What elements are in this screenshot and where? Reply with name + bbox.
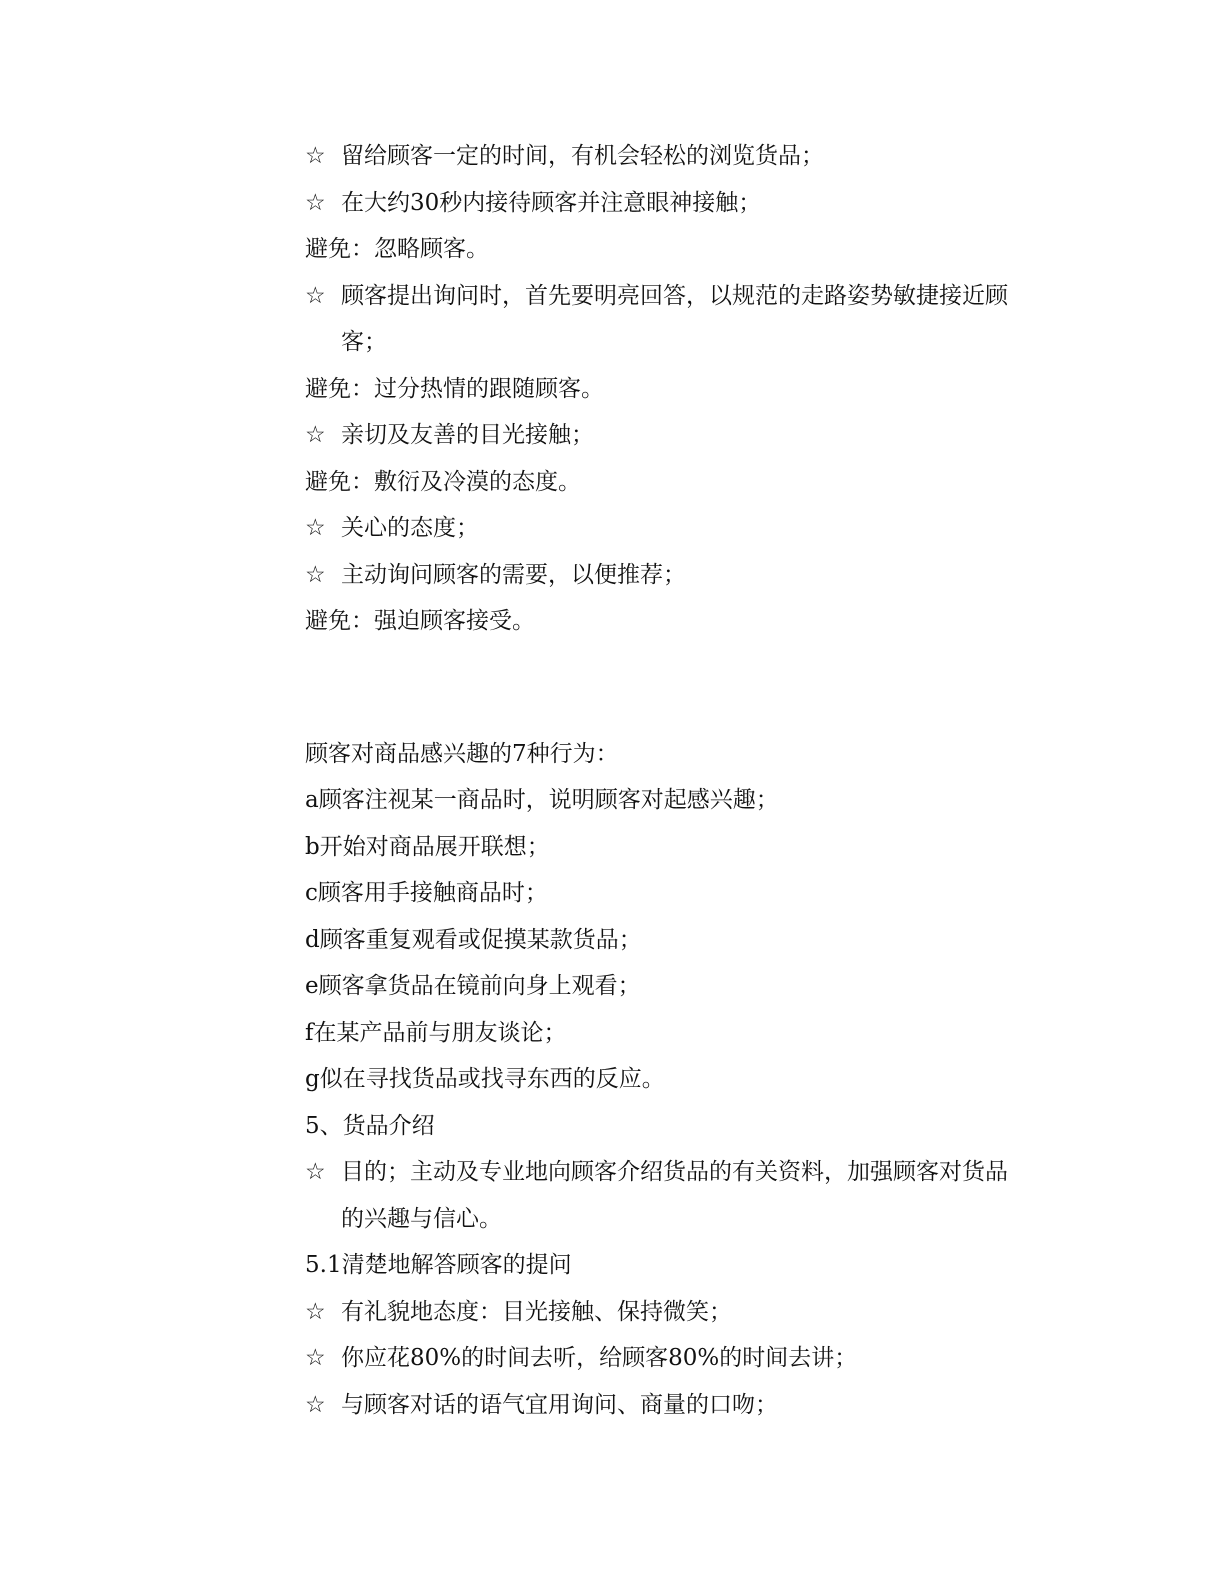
text-line: a顾客注视某一商品时，说明顾客对起感兴趣； xyxy=(305,787,779,813)
star-bullet-icon: ☆ xyxy=(305,1159,326,1185)
bullet-continuation: 客； xyxy=(341,329,387,355)
star-bullet-icon: ☆ xyxy=(305,422,326,448)
bullet-text: 亲切及友善的目光接触； xyxy=(341,422,594,448)
text-line: e顾客拿货品在镜前向身上观看； xyxy=(305,973,641,999)
bullet-text: 主动询问顾客的需要，以便推荐； xyxy=(341,561,686,588)
text-line: b开始对商品展开联想； xyxy=(305,833,550,860)
text-line: f在某产品前与朋友谈论； xyxy=(305,1019,567,1046)
text-line: 5.1清楚地解答顾客的提问 xyxy=(305,1252,572,1278)
text-line: 避免：敷衍及冷漠的态度。 xyxy=(305,468,581,495)
bullet-text: 你应花80%的时间去听，给顾客80%的时间去讲； xyxy=(341,1345,858,1371)
star-bullet-icon: ☆ xyxy=(305,189,326,216)
bullet-item xyxy=(305,552,1045,599)
document-page xyxy=(305,133,1045,1428)
text-line: 顾客对商品感兴趣的7种行为： xyxy=(305,740,619,767)
text-line: 避免：强迫顾客接受。 xyxy=(305,608,535,634)
bullet-text: 有礼貌地态度：目光接触、保持微笑； xyxy=(341,1298,732,1325)
text-line: g似在寻找货品或找寻东西的反应。 xyxy=(305,1066,665,1092)
text-line: 避免：忽略顾客。 xyxy=(305,236,489,262)
star-bullet-icon: ☆ xyxy=(305,143,326,169)
bullet-item xyxy=(305,505,1045,552)
bullet-item xyxy=(305,1335,1045,1382)
bullet-text: 关心的态度； xyxy=(341,515,479,541)
bullet-item xyxy=(305,1289,1045,1336)
bullet-text: 目的；主动及专业地向顾客介绍货品的有关资料，加强顾客对货品 xyxy=(341,1159,1008,1185)
star-bullet-icon: ☆ xyxy=(305,561,326,588)
section-gap xyxy=(305,645,1045,731)
star-bullet-icon: ☆ xyxy=(305,515,326,541)
bullet-text: 与顾客对话的语气宜用询问、商量的口吻； xyxy=(341,1391,778,1418)
bullet-item xyxy=(305,1149,1045,1196)
star-bullet-icon: ☆ xyxy=(305,1345,326,1371)
bullet-text: 顾客提出询问时，首先要明亮回答，以规范的走路姿势敏捷接近顾 xyxy=(341,282,1008,309)
bullet-item xyxy=(305,273,1045,320)
text-line: d顾客重复观看或促摸某款货品； xyxy=(305,926,642,953)
bullet-continuation: 的兴趣与信心。 xyxy=(341,1205,502,1232)
star-bullet-icon: ☆ xyxy=(305,1391,326,1418)
bullet-item xyxy=(305,133,1045,180)
text-line: 5、货品介绍 xyxy=(305,1112,435,1139)
bullet-text: 在大约30秒内接待顾客并注意眼神接触； xyxy=(341,189,762,216)
bullet-item xyxy=(305,180,1045,227)
text-line: c顾客用手接触商品时； xyxy=(305,880,548,906)
star-bullet-icon: ☆ xyxy=(305,1298,326,1325)
bullet-item xyxy=(305,412,1045,459)
star-bullet-icon: ☆ xyxy=(305,282,326,309)
bullet-text: 留给顾客一定的时间，有机会轻松的浏览货品； xyxy=(341,143,824,169)
section-customer-interest xyxy=(305,731,1045,1429)
bullet-item xyxy=(305,1382,1045,1429)
section-greeting-guidelines xyxy=(305,133,1045,645)
text-line: 避免：过分热情的跟随顾客。 xyxy=(305,375,604,402)
